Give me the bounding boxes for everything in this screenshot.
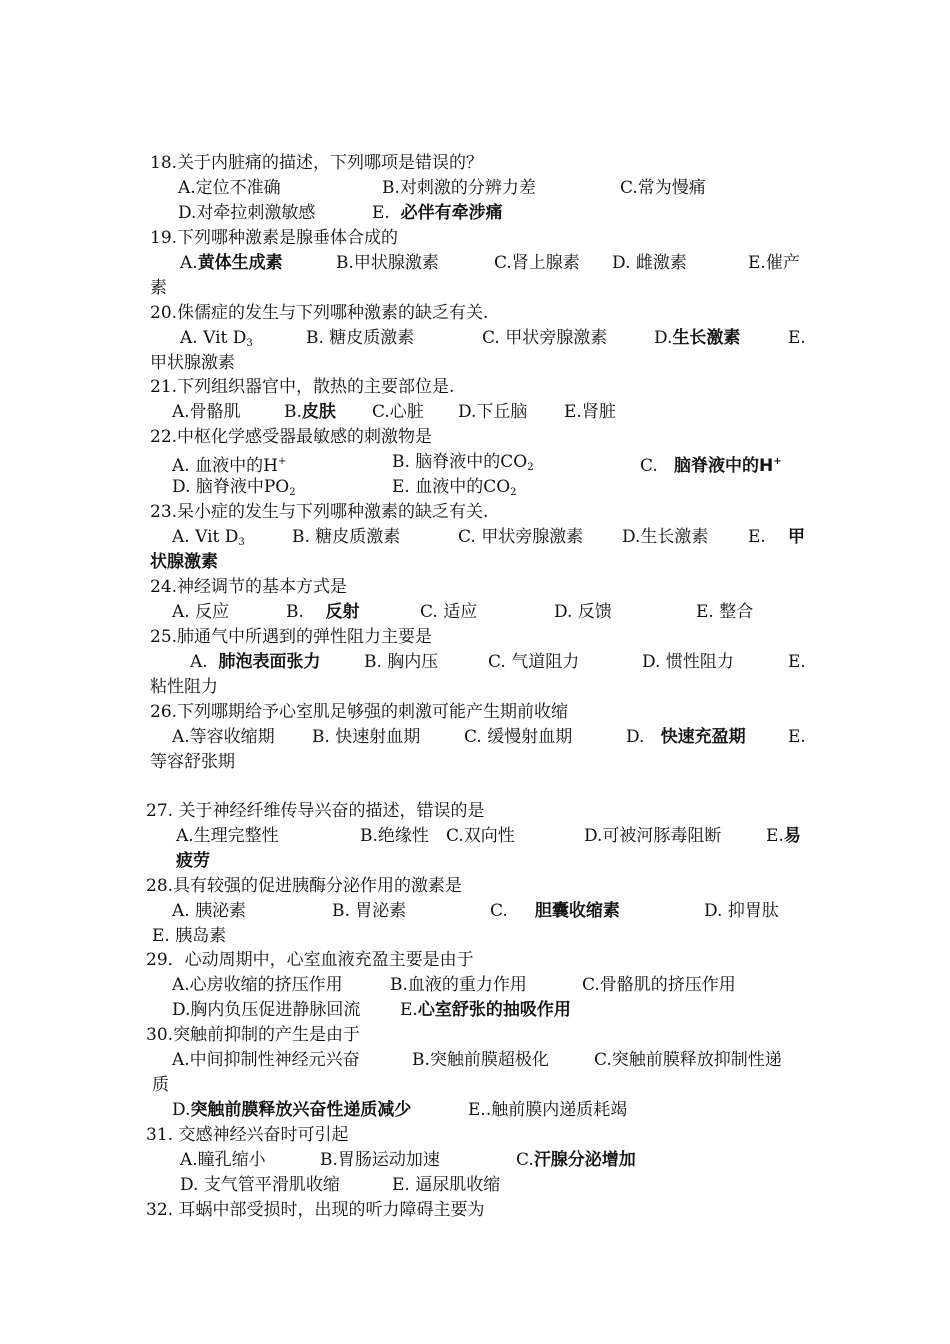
q20-answer: 生长激素 [672,328,741,348]
q30-option-d: D.突触前膜释放兴奋性递质减少 [172,1100,412,1120]
q22-option-e: E. 血液中的$CO_2$ [392,477,517,498]
q19-option-d: D. 雌激素 [612,253,687,273]
q22-option-a: A. 血液中的H+ [172,456,287,476]
q26-option-e-cont: 等容舒张期 [150,752,235,772]
q21-stem: 21.下列组织器官中，散热的主要部位是. [150,377,455,397]
q26-option-c: C. 缓慢射血期 [464,727,573,747]
q23-answer-cont: 状腺激素 [150,552,218,572]
q20-option-e: E. [788,328,806,348]
q18-stem: 18.关于内脏痛的描述，下列哪项是错误的？ [150,153,484,173]
q23-option-b: B. 糖皮质激素 [292,527,401,547]
q26-answer: 快速充盈期 [660,727,746,747]
q26-option-d: D. 快速充盈期 [626,727,746,747]
q30-option-e: E..触前膜内递质耗竭 [468,1100,628,1120]
q22-option-d: D. 脑脊液中$PO_2$ [172,477,296,498]
q21-option-a: A.骨骼肌 [172,402,241,422]
q20-option-e-cont: 甲状腺激素 [150,353,235,373]
q20-option-c: C. 甲状旁腺激素 [482,328,608,348]
q19-option-e-cont: 素 [150,278,167,298]
q23-answer: 甲 [788,527,805,547]
q28-option-c: C. 胆囊收缩素 [490,901,620,921]
q25-option-e-cont: 粘性阻力 [150,677,218,697]
q25-answer: 肺泡表面张力 [218,652,321,672]
q30-option-b: B.突触前膜超极化 [412,1050,549,1070]
q31-option-d: D. 支气管平滑肌收缩 [180,1175,340,1195]
q19-answer: 黄体生成素 [197,253,283,273]
q18-option-b: B.对刺激的分辨力差 [382,178,536,198]
q24-option-c: C. 适应 [420,602,478,622]
q31-option-b: B.胃肠运动加速 [320,1150,440,1170]
q31-option-a: A.瞳孔缩小 [180,1150,266,1170]
q25-option-b: B. 胸内压 [364,652,439,672]
q27-option-e: E.易 [766,826,801,846]
q29-stem: 29．心动周期中，心室血液充盈主要是由于 [146,950,474,970]
q20-option-d: D.生长激素 [654,328,741,348]
q30-option-a: A.中间抑制性神经元兴奋 [172,1050,360,1070]
q30-stem: 30.突触前抑制的产生是由于 [146,1025,361,1045]
q29-option-d: D.胸内负压促进静脉回流 [172,1000,361,1020]
q23-option-d: D.生长激素 [622,527,709,547]
q31-stem: 31. 交感神经兴奋时可引起 [146,1125,349,1145]
q29-option-a: A.心房收缩的挤压作用 [172,975,343,995]
q29-answer: 心室舒张的抽吸作用 [417,1000,571,1020]
q28-stem: 28.具有较强的促进胰酶分泌作用的激素是 [146,876,463,896]
q19-option-c: C.肾上腺素 [494,253,580,273]
q24-option-e: E. 整合 [696,602,754,622]
q19-stem: 19.下列哪种激素是腺垂体合成的 [150,228,399,248]
q22-answer: 脑脊液中的H+ [674,456,782,476]
q29-option-e: E.心室舒张的抽吸作用 [400,1000,571,1020]
q20-option-a: A. Vit $D_3$ [180,328,253,349]
q30-option-c: C.突触前膜释放抑制性递 [594,1050,782,1070]
q27-option-b: B.绝缘性 [360,826,429,846]
q25-option-c: C. 气道阻力 [488,652,580,672]
q28-answer: 胆囊收缩素 [534,901,620,921]
q18-answer: 必伴有牵涉痛 [400,203,503,223]
q30-option-c-cont: 质 [152,1075,169,1095]
q28-option-e: E. 胰岛素 [152,926,227,946]
q22-stem: 22.中枢化学感受器最敏感的刺激物是 [150,427,433,447]
q25-option-a: A. 肺泡表面张力 [190,652,321,672]
q18-option-a: A.定位不准确 [178,178,281,198]
q24-option-d: D. 反馈 [554,602,612,622]
q26-option-e: E. [788,727,806,747]
q25-option-e: E. [788,652,806,672]
q21-option-b: B.皮肤 [284,402,336,422]
q21-option-e: E.肾脏 [564,402,616,422]
q22-option-c: C. 脑脊液中的H+ [640,456,782,476]
q29-option-c: C.骨骼肌的挤压作用 [582,975,736,995]
q31-option-e: E. 逼尿肌收缩 [392,1175,501,1195]
q21-option-c: C.心脏 [372,402,424,422]
q19-option-a: A.黄体生成素 [180,253,283,273]
q22-option-b: B. 脑脊液中的$CO_2$ [392,452,534,473]
q23-option-e: E. [748,527,766,547]
q31-answer: 汗腺分泌增加 [533,1150,636,1170]
q18-option-e: E. 必伴有牵涉痛 [372,203,503,223]
q19-option-e: E.催产 [748,253,800,273]
q31-option-c: C.汗腺分泌增加 [516,1150,636,1170]
q23-option-c: C. 甲状旁腺激素 [458,527,584,547]
q24-option-a: A. 反应 [172,602,230,622]
q19-option-b: B.甲状腺激素 [336,253,439,273]
q20-option-b: B. 糖皮质激素 [306,328,415,348]
q28-option-a: A. 胰泌素 [172,901,247,921]
q27-option-a: A.生理完整性 [176,826,279,846]
q28-option-d: D. 抑胃肽 [704,901,779,921]
q24-option-b: B. 反射 [286,602,360,622]
q24-stem: 24.神经调节的基本方式是 [150,577,348,597]
q26-option-a: A.等容收缩期 [172,727,275,747]
q27-option-d: D.可被河豚毒阻断 [584,826,722,846]
q23-option-a: A. Vit $D_3$ [172,527,245,548]
q18-option-c: C.常为慢痛 [620,178,706,198]
q26-option-b: B. 快速射血期 [312,727,421,747]
q27-answer: 易 [783,826,801,846]
q27-option-c: C.双向性 [446,826,515,846]
q21-option-d: D.下丘脑 [458,402,528,422]
q21-answer: 皮肤 [301,402,336,422]
q30-answer: 突触前膜释放兴奋性递质减少 [190,1100,412,1120]
q25-option-d: D. 惯性阻力 [642,652,734,672]
q26-stem: 26.下列哪期给予心室肌足够强的刺激可能产生期前收缩 [150,702,569,722]
q29-option-b: B.血液的重力作用 [390,975,527,995]
q27-stem: 27. 关于神经纤维传导兴奋的描述，错误的是 [146,801,485,821]
q20-stem: 20.侏儒症的发生与下列哪种激素的缺乏有关. [150,303,489,323]
q24-answer: 反射 [325,602,360,622]
q27-answer-cont: 疲劳 [176,851,210,871]
q28-option-b: B. 胃泌素 [332,901,407,921]
q23-stem: 23.呆小症的发生与下列哪种激素的缺乏有关. [150,502,489,522]
q32-stem: 32. 耳蜗中部受损时，出现的听力障碍主要为 [146,1200,485,1220]
q25-stem: 25.肺通气中所遇到的弹性阻力主要是 [150,627,433,647]
q18-option-d: D.对牵拉刺激敏感 [178,203,316,223]
